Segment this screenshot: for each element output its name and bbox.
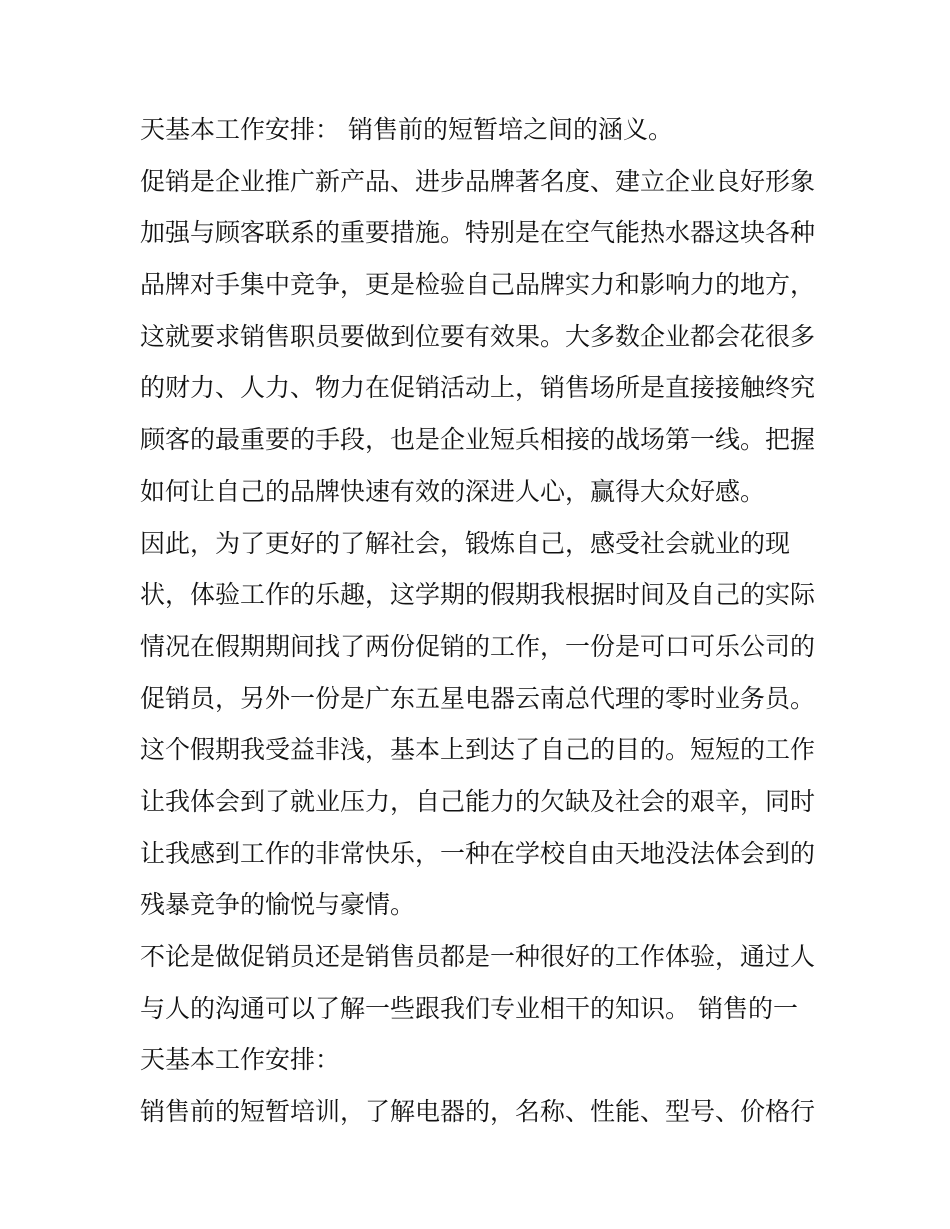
text-line-3: 加强与顾客联系的重要措施。特别是在空气能热水器这块各种 bbox=[140, 218, 816, 248]
text-line-18: 与人的沟通可以了解一些跟我们专业相干的知识。 销售的一 bbox=[140, 993, 798, 1023]
text-line-6: 的财力、人力、物力在促销活动上，销售场所是直接接触终究 bbox=[140, 373, 816, 403]
text-line-17: 不论是做促销员还是销售员都是一种很好的工作体验，通过人 bbox=[140, 942, 816, 971]
text-line-7: 顾客的最重要的手段，也是企业短兵相接的战场第一线。把握 bbox=[140, 425, 816, 455]
text-line-12: 促销员，另外一份是广东五星电器云南总代理的零时业务员。 bbox=[140, 683, 816, 713]
text-line-19: 天基本工作安排： bbox=[140, 1045, 341, 1075]
document-body bbox=[140, 104, 820, 1138]
text-line-15: 让我感到工作的非常快乐，一种在学校自由天地没法体会到的 bbox=[140, 838, 816, 868]
text-line-5: 这就要求销售职员要做到位要有效果。大多数企业都会花很多 bbox=[140, 321, 816, 351]
text-line-9: 因此，为了更好的了解社会，锻炼自己，感受社会就业的现 bbox=[140, 528, 791, 558]
text-line-20: 销售前的短暂培训，了解电器的，名称、性能、型号、价格行 bbox=[140, 1097, 816, 1127]
text-line-1: 天基本工作安排： 销售前的短暂培之间的涵义。 bbox=[140, 115, 673, 144]
text-line-13: 这个假期我受益非浅，基本上到达了自己的目的。短短的工作 bbox=[140, 735, 816, 765]
text-line-11: 情况在假期期间找了两份促销的工作，一份是可口可乐公司的 bbox=[140, 631, 816, 661]
text-line-4: 品牌对手集中竞争，更是检验自己品牌实力和影响力的地方， bbox=[140, 270, 816, 300]
text-line-14: 让我体会到了就业压力，自己能力的欠缺及社会的艰辛，同时 bbox=[140, 786, 816, 816]
text-line-10: 状，体验工作的乐趣，这学期的假期我根据时间及自己的实际 bbox=[140, 580, 816, 610]
text-line-2: 促销是企业推广新产品、进步品牌著名度、建立企业良好形象 bbox=[140, 166, 816, 196]
text-line-8: 如何让自己的品牌快速有效的深进人心，赢得大众好感。 bbox=[140, 476, 766, 506]
text-line-16: 残暴竞争的愉悦与豪情。 bbox=[140, 890, 416, 920]
